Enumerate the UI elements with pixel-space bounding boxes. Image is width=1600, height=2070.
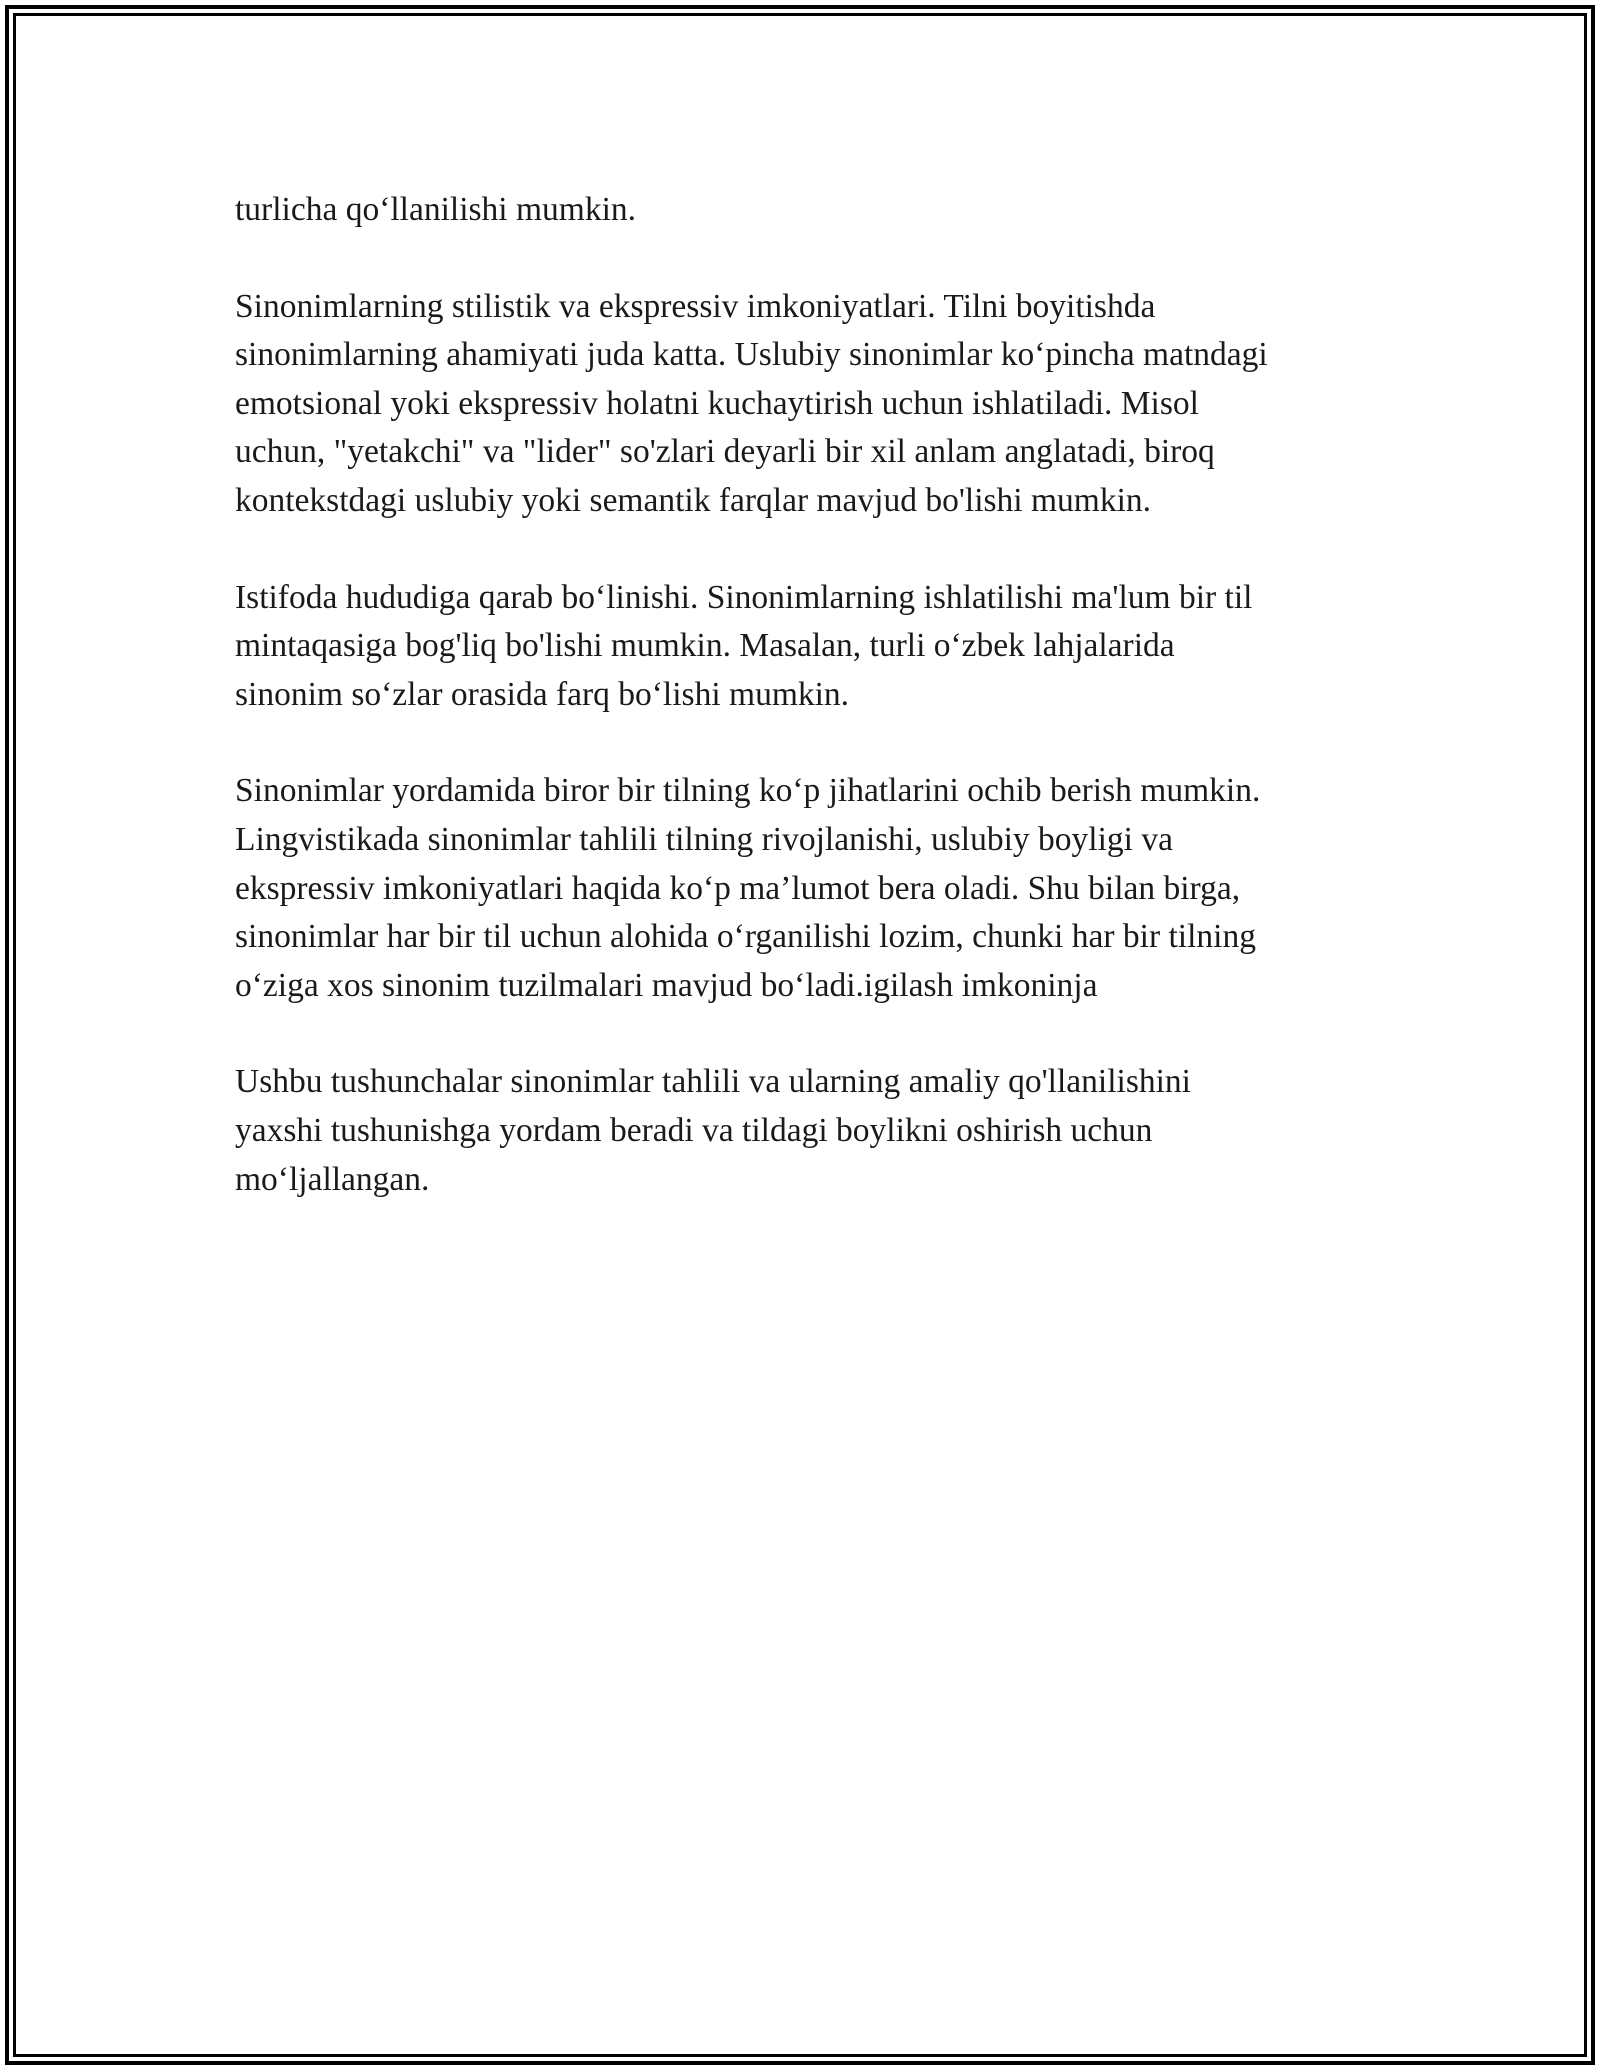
paragraph-conclusion: Ushbu tushunchalar sinonimlar tahlili va ularning amaliy qo'llanilishini yaxshi tushunishga yordam beradi va tildagi boylikni oshirish uchun mo‘ljallangan. <box>235 1063 1191 1198</box>
document-body <box>235 186 1375 1252</box>
paragraph-regional-synonyms: Istifoda hududiga qarab bo‘linishi. Sinonimlarning ishlatilishi ma'lum bir til mintaqasiga bog'liq bo'lishi mumkin. Masalan, turli o‘zbek lahjalarida sinonim so‘zlar orasida farq bo‘lishi mumkin. <box>235 578 1253 713</box>
paragraph-continuation: turlicha qo‘llanilishi mumkin. <box>235 191 637 228</box>
paragraph-stylistic-synonyms: Sinonimlarning stilistik va ekspressiv imkoniyatlari. Tilni boyitishda sinonimlarning ahamiyati juda katta. Uslubiy sinonimlar ko‘pincha matndagi emotsional yoki ekspressiv holatni kuchaytirish uchun ishlatiladi. Misol uchun, "yetakchi" va "lider" so'zlari deyarli bir xil anlam anglatadi, biroq kontekstdagi uslubiy yoki semantik farqlar mavjud bo'lishi mumkin. <box>235 287 1268 519</box>
paragraph-linguistic-analysis: Sinonimlar yordamida biror bir tilning ko‘p jihatlarini ochib berish mumkin. Lingvistikada sinonimlar tahlili tilning rivojlanishi, uslubiy boyligi va ekspressiv imkoniyatlari haqida ko‘p ma’lumot bera oladi. Shu bilan birga, sinonimlar har bir til uchun alohida o‘rganilishi lozim, chunki har bir tilning o‘ziga xos sinonim tuzilmalari mavjud bo‘ladi.igilash imkoninja <box>235 772 1261 1004</box>
